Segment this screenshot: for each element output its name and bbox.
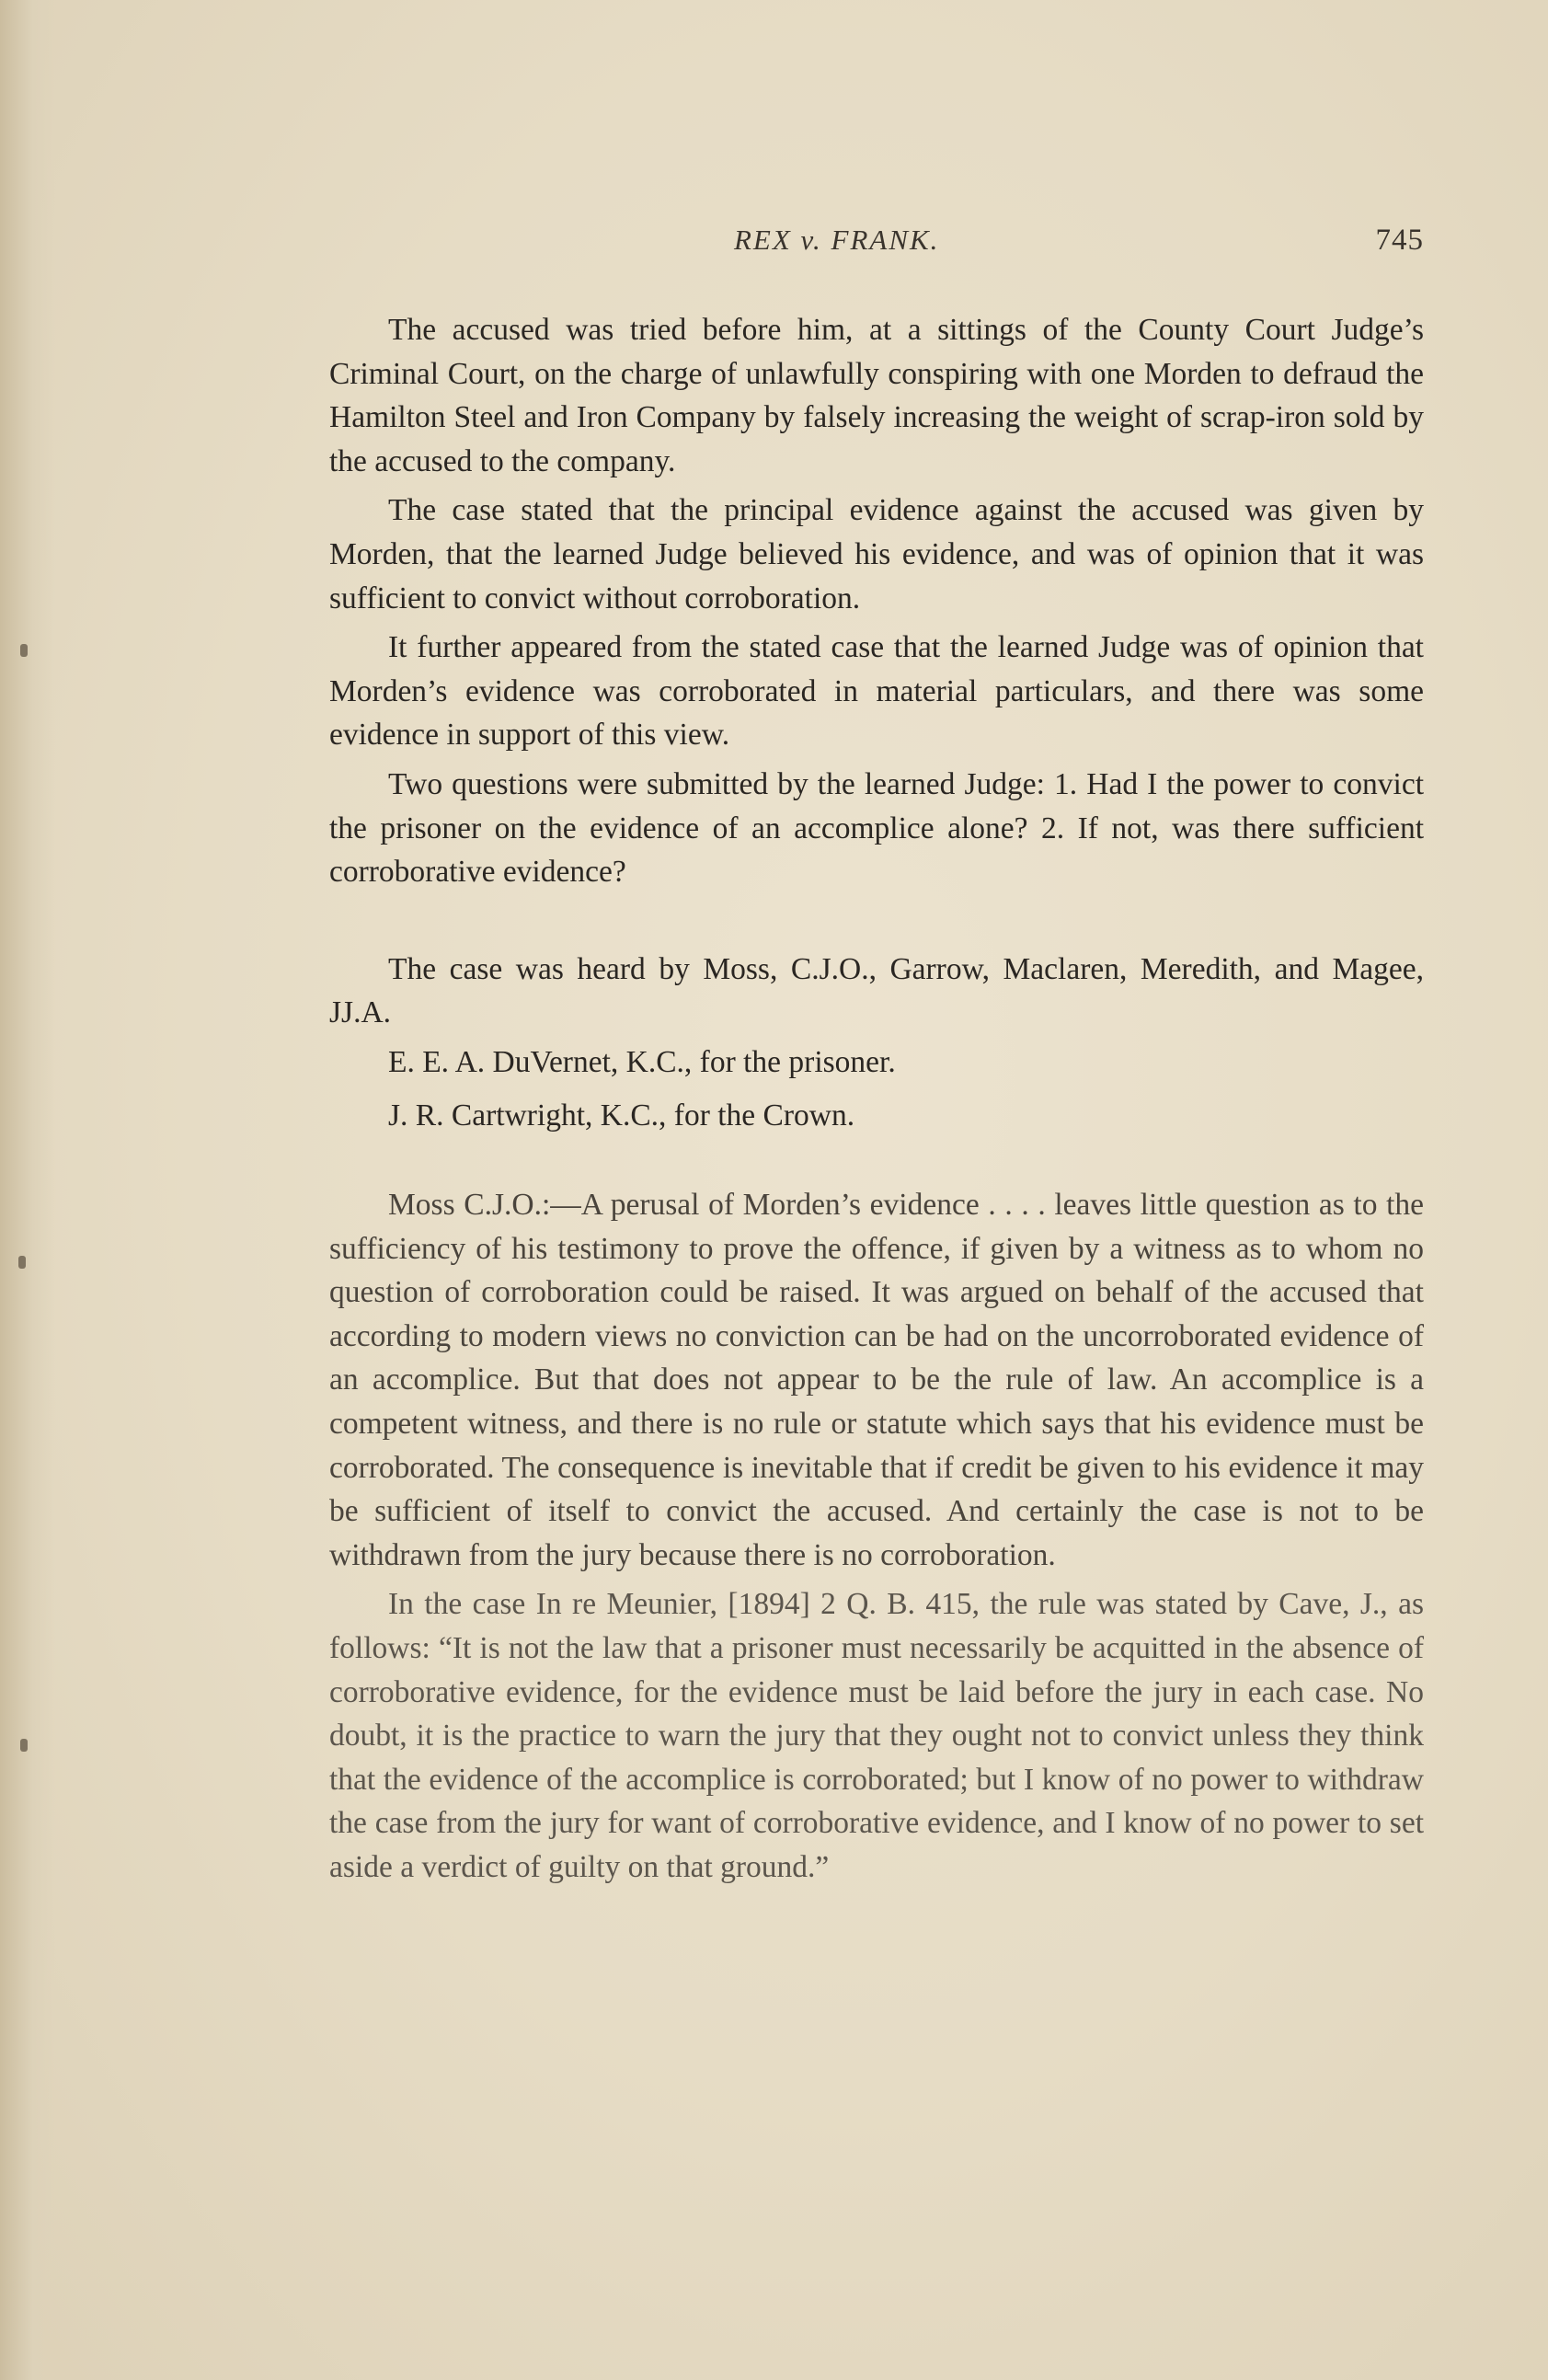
paragraph-judgment: Moss C.J.O.:—A perusal of Morden’s evidence . . . . leaves little question as to the sufficiency of his testimony to prove the offence, if given by a witness as to whom no question of corroboration could be raised. It was argued on behalf of the accused that according to modern views no conviction can be had on the uncorroborated evidence of an accomplice. But that does not appear to be the rule of law. An accomplice is a competent witness, and there is no rule or statute which says that his evidence must be corroborated. The consequence is inevitable that if credit be given to his evidence it may be sufficient of itself to convict the accused. And certainly the case is not to be withdrawn from the jury because there is no corroboration. <box>329 1188 1424 1572</box>
counsel-crown: J. R. Cartwright, K.C., for the Crown. <box>388 1098 855 1133</box>
counsel-list <box>329 1041 1424 1137</box>
paragraph-trial: The accused was tried before him, at a sittings of the County Court Judge’s Criminal Court, on the charge of unlawfully conspiring with one Morden to defraud the Hamilton Steel and Iron Company by falsely increasing the weight of scrap-iron sold by the accused to the company. <box>329 313 1424 478</box>
paragraph-stated-case: The case stated that the principal evidence against the accused was given by Morden, that the learned Judge believed his evidence, and was of opinion that it was sufficient to convict without corroboration. <box>329 493 1424 615</box>
paragraph-bench: The case was heard by Moss, C.J.O., Garrow, Maclaren, Meredith, and Magee, JJ.A. <box>329 951 1424 1030</box>
margin-mark <box>20 644 28 657</box>
section-gap <box>329 900 1424 948</box>
running-head: REX v. FRANK. <box>734 224 940 256</box>
section-gap <box>329 1146 1424 1183</box>
page-gutter-shadow <box>0 0 55 2380</box>
counsel-prisoner: E. E. A. DuVernet, K.C., for the prisoner. <box>388 1044 896 1079</box>
body-text <box>329 308 1424 1895</box>
page-number: 745 <box>1375 224 1424 257</box>
paragraph-corroboration: It further appeared from the stated case that the learned Judge was of opinion that Morden’s evidence was corroborated in material particulars, and there was some evidence in support of this view. <box>329 630 1424 753</box>
paragraph-questions: Two questions were submitted by the learned Judge: 1. Had I the power to convict the prisoner on the evidence of an accomplice alone? 2. If not, was there sufficient corroborative evidence? <box>329 766 1424 890</box>
margin-mark <box>18 1256 26 1269</box>
page-header <box>329 224 1424 270</box>
paragraph-meunier-quote: In the case In re Meunier, [1894] 2 Q. B. 415, the rule was stated by Cave, J., as follows: “It is not the law that a prisoner must necessarily be acquitted in the absence of corroborative evidence, for the evidence must be laid before the jury in each case. No doubt, it is the practice to warn the jury that they ought not to convict unless they think that the evidence of the accomplice is corroborated; but I know of no power to withdraw the case from the jury for want of corroborative evidence, and I know of no power to set aside a verdict of guilty on that ground.” <box>329 1587 1424 1884</box>
margin-mark <box>20 1739 28 1752</box>
